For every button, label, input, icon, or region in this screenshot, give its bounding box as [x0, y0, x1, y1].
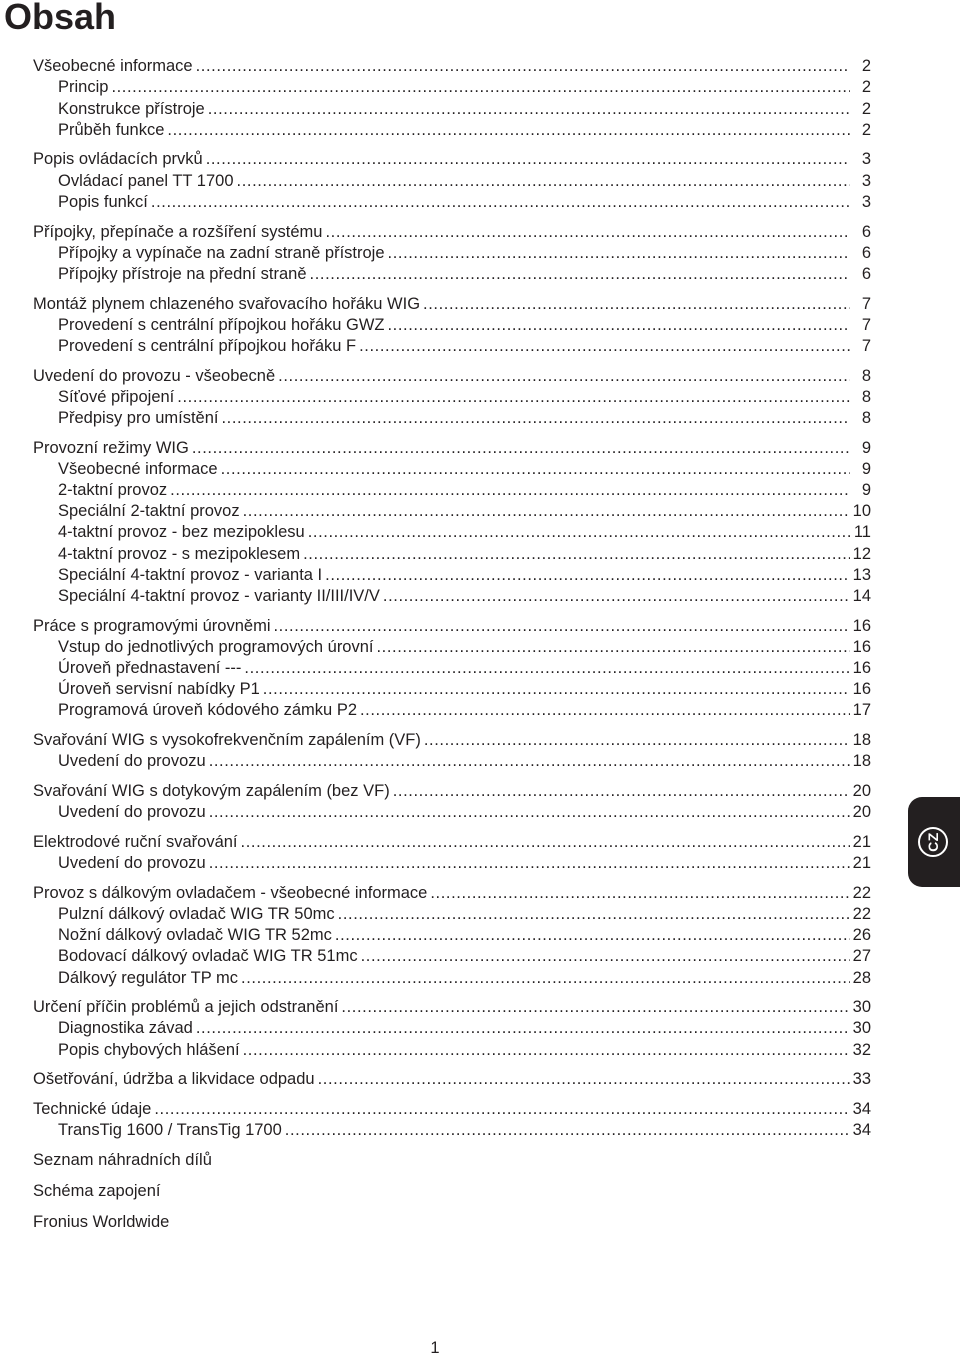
toc-entry-title: Montáž plynem chlazeného svařovacího hořáku WIG — [33, 294, 421, 313]
dot-leader — [335, 925, 850, 946]
toc-subentry[interactable] — [33, 192, 871, 213]
toc-entry-title: Úroveň servisní nabídky P1 — [58, 680, 260, 699]
toc-entry-title: Speciální 4-taktní provoz - varianty II/III/IV/V — [58, 587, 380, 605]
toc-entry-page: 16 — [852, 637, 871, 656]
toc-entry-title: 2-taktní provoz — [58, 481, 168, 500]
toc-entry-title: Uvedení do provozu — [58, 803, 206, 822]
toc-entry-page: 16 — [852, 659, 871, 678]
page-number: 1 — [430, 1339, 440, 1357]
toc-entry-page: 7 — [861, 336, 871, 355]
toc-entry-title: Technické údaje — [33, 1099, 152, 1118]
toc-entry-title: Práce s programovými úrovněmi — [33, 616, 271, 635]
toc-entry-title: Průběh funkce — [58, 120, 165, 139]
toc-entry-page: 3 — [861, 150, 871, 169]
dot-leader — [243, 1040, 850, 1061]
toc-entry-page: 6 — [861, 264, 871, 283]
toc-section — [33, 365, 871, 429]
toc-entry-title: Provoz s dálkovým ovladačem - všeobecné informace — [33, 883, 428, 902]
toc-subentry[interactable] — [33, 243, 871, 264]
dot-leader — [377, 637, 850, 658]
dot-leader — [338, 904, 850, 925]
toc-entry-title: Uvedení do provozu — [58, 854, 206, 873]
dot-leader — [209, 853, 850, 874]
dot-leader — [341, 997, 849, 1018]
language-tab — [908, 797, 960, 887]
toc-entry-page: 7 — [861, 294, 871, 313]
toc-section-unnumbered[interactable]: Seznam náhradních dílů — [33, 1150, 212, 1169]
toc-section-unnumbered[interactable]: Fronius Worldwide — [33, 1213, 170, 1231]
dot-leader — [241, 832, 850, 853]
toc-subentry[interactable] — [33, 1018, 871, 1039]
toc-section — [33, 883, 871, 989]
toc-entry-title: Úroveň přednastavení --- — [58, 659, 242, 678]
toc-entry-page: 18 — [852, 731, 871, 750]
toc-entry-title: Speciální 2-taktní provoz — [58, 502, 240, 521]
toc-subentry[interactable] — [33, 170, 871, 191]
toc-entry-page: 34 — [852, 1121, 871, 1140]
dot-leader — [430, 883, 849, 904]
toc-entry-title: Síťové připojení — [58, 387, 175, 406]
toc-entry-page: 2 — [861, 78, 871, 97]
toc-subentry[interactable] — [33, 967, 871, 988]
toc-entry-page: 8 — [861, 409, 871, 427]
toc-entry-title: Všeobecné informace — [58, 459, 218, 478]
toc-subentry[interactable] — [33, 543, 871, 564]
toc-entry-page: 21 — [852, 832, 871, 851]
toc-entry[interactable] — [33, 365, 871, 386]
dot-leader — [208, 99, 850, 120]
toc-entry-title: Určení příčin problémů a jejich odstranění — [33, 998, 339, 1017]
toc-subentry[interactable] — [33, 658, 871, 679]
dot-leader — [360, 700, 850, 721]
toc-section — [33, 56, 871, 141]
dot-leader — [263, 679, 850, 700]
toc-entry-title: Elektrodové ruční svařování — [33, 832, 238, 851]
toc-entry-title: Bodovací dálkový ovladač WIG TR 51mc — [58, 947, 358, 966]
toc-entry-page: 33 — [852, 1070, 871, 1089]
toc-entry-title: Provozní režimy WIG — [33, 438, 189, 457]
dot-leader — [359, 336, 850, 357]
toc-entry-page: 27 — [852, 947, 871, 966]
toc-entry[interactable] — [33, 56, 871, 77]
toc-subentry[interactable] — [33, 586, 871, 607]
toc-subentry[interactable] — [33, 700, 871, 721]
toc-subentry[interactable] — [33, 751, 871, 772]
toc-entry-page: 20 — [852, 782, 871, 800]
dot-leader — [209, 802, 850, 823]
toc-entry-title: Speciální 4-taktní provoz - varianta I — [58, 565, 323, 584]
toc-subentry[interactable] — [33, 315, 871, 336]
toc-entry-title: Uvedení do provozu - všeobecně — [33, 366, 276, 385]
toc-entry-page: 2 — [861, 120, 871, 139]
toc-subentry[interactable] — [33, 946, 871, 967]
toc-section — [33, 781, 871, 823]
toc-subentry[interactable] — [33, 565, 871, 586]
toc-entry-title: Všeobecné informace — [33, 57, 193, 76]
toc-entry-page: 22 — [852, 904, 871, 923]
toc-subentry[interactable] — [33, 77, 871, 98]
toc-entry-page: 16 — [852, 680, 871, 699]
toc-entry-page: 11 — [853, 523, 871, 542]
toc-entry-page: 14 — [852, 587, 871, 605]
toc-entry[interactable] — [33, 730, 871, 751]
toc-entry-page: 9 — [861, 438, 871, 457]
toc-subentry[interactable] — [33, 1120, 871, 1141]
dot-leader — [325, 565, 850, 586]
toc-entry-page: 13 — [852, 565, 871, 584]
toc-entry-title: Pulzní dálkový ovladač WIG TR 50mc — [58, 904, 335, 923]
toc-entry-page: 9 — [861, 459, 871, 478]
toc-entry-page: 30 — [852, 1019, 871, 1038]
toc-section — [33, 1069, 871, 1090]
dot-leader — [111, 77, 850, 98]
toc-subentry[interactable] — [33, 925, 871, 946]
dot-leader — [206, 149, 850, 170]
toc-entry-title: Ovládací panel TT 1700 — [58, 171, 234, 190]
toc-entry-page: 6 — [861, 243, 871, 262]
dot-leader — [274, 616, 850, 637]
toc-section — [33, 616, 871, 722]
dot-leader — [278, 366, 850, 387]
toc-entry[interactable] — [33, 149, 871, 170]
dot-leader — [170, 480, 850, 501]
dot-leader — [192, 438, 850, 459]
toc-subentry[interactable] — [33, 120, 871, 141]
language-code: CZ — [925, 832, 941, 852]
toc-entry-page: 10 — [852, 502, 871, 521]
dot-leader — [196, 1018, 850, 1039]
toc-entry-page: 9 — [861, 481, 871, 500]
toc-section — [33, 221, 871, 285]
toc-entry-page: 20 — [852, 803, 871, 822]
toc-subentry[interactable] — [33, 637, 871, 658]
toc-entry-title: 4-taktní provoz - s mezipoklesem — [58, 544, 301, 563]
toc-entry[interactable] — [33, 1069, 871, 1090]
toc-entry-page: 8 — [861, 387, 871, 406]
toc-section-unnumbered[interactable]: Schéma zapojení — [33, 1181, 161, 1200]
toc-entry-title: Přípojky, přepínače a rozšíření systému — [33, 222, 323, 241]
toc-entry-title: Provedení s centrální přípojkou hořáku F — [58, 336, 357, 355]
toc-entry-title: Princip — [58, 78, 109, 97]
dot-leader — [167, 120, 850, 141]
dot-leader — [244, 658, 849, 679]
toc-subentry[interactable] — [33, 98, 871, 119]
toc-entry-page: 2 — [861, 57, 871, 76]
toc-entry[interactable] — [33, 616, 871, 637]
toc-section — [33, 438, 871, 608]
toc-entry-title: 4-taktní provoz - bez mezipoklesu — [58, 523, 305, 542]
dot-leader — [209, 751, 850, 772]
toc-subentry[interactable] — [33, 501, 871, 522]
toc-subentry[interactable] — [33, 853, 871, 874]
dot-leader — [361, 946, 850, 967]
toc-entry-page: 8 — [861, 366, 871, 385]
toc-entry-page: 2 — [861, 99, 871, 118]
toc-subentry[interactable] — [33, 522, 871, 543]
dot-leader — [325, 222, 850, 243]
dot-leader — [222, 408, 851, 429]
language-badge — [918, 827, 948, 857]
toc-entry-title: Diagnostika závad — [58, 1019, 193, 1038]
toc-entry-page: 22 — [852, 883, 871, 902]
dot-leader — [318, 1069, 850, 1090]
toc-entry-page: 32 — [852, 1040, 871, 1059]
dot-leader — [310, 264, 850, 285]
toc-entry-title: Svařování WIG s dotykovým zapálením (bez VF) — [33, 782, 390, 800]
dot-leader — [237, 171, 850, 192]
dot-leader — [308, 522, 850, 543]
toc-subentry[interactable] — [33, 459, 871, 480]
toc-entry[interactable] — [33, 1099, 871, 1120]
toc-entry[interactable] — [33, 832, 871, 853]
toc-entry-title: Ošetřování, údržba a likvidace odpadu — [33, 1070, 315, 1089]
toc-entry-title: Provedení s centrální přípojkou hořáku GWZ — [58, 315, 385, 334]
toc-entry-title: TransTig 1600 / TransTig 1700 — [58, 1121, 282, 1140]
dot-leader — [196, 56, 850, 77]
toc-entry[interactable] — [33, 997, 871, 1018]
toc-section — [33, 997, 871, 1061]
toc-entry-title: Předpisy pro umístění — [58, 409, 219, 427]
toc-entry-title: Popis ovládacích prvků — [33, 150, 203, 169]
dot-leader — [154, 1099, 849, 1120]
dot-leader — [424, 730, 850, 751]
toc-entry-page: 28 — [852, 968, 871, 987]
toc-entry[interactable] — [33, 883, 871, 904]
toc-entry-page: 26 — [852, 926, 871, 945]
toc-subentry[interactable] — [33, 336, 871, 357]
toc-subentry[interactable] — [33, 802, 871, 823]
toc-entry-page: 21 — [852, 854, 871, 873]
toc-entry-title: Programová úroveň kódového zámku P2 — [58, 701, 357, 720]
toc-entry-page: 30 — [852, 998, 871, 1017]
toc-entry-title: Nožní dálkový ovladač WIG TR 52mc — [58, 926, 332, 945]
toc-entry-page: 18 — [852, 752, 871, 771]
toc-entry-page: 6 — [861, 222, 871, 241]
toc-entry-page: 16 — [852, 616, 871, 635]
toc-entry-page: 3 — [861, 192, 871, 211]
toc-entry-page: 12 — [852, 544, 871, 563]
toc-section — [33, 1099, 871, 1141]
dot-leader — [285, 1120, 850, 1141]
dot-leader — [393, 781, 850, 802]
dot-leader — [388, 243, 850, 264]
toc-entry-page: 3 — [861, 171, 871, 190]
toc-entry[interactable] — [33, 221, 871, 242]
dot-leader — [243, 501, 850, 522]
toc-entry-title: Svařování WIG s vysokofrekvenčním zapálením (VF) — [33, 731, 421, 750]
toc-entry-page: 34 — [852, 1099, 871, 1118]
dot-leader — [177, 387, 850, 408]
toc-entry-title: Uvedení do provozu — [58, 752, 206, 771]
toc-entry[interactable] — [33, 781, 871, 802]
toc-entry-title: Přípojky přístroje na přední straně — [58, 264, 307, 283]
toc-subentry[interactable] — [33, 264, 871, 285]
toc-entry-page: 17 — [852, 701, 871, 720]
table-of-contents — [33, 56, 871, 1243]
toc-entry-title: Dálkový regulátor TP mc — [58, 968, 239, 987]
toc-entry-title: Přípojky a vypínače na zadní straně přístroje — [58, 243, 385, 262]
toc-section — [33, 149, 871, 213]
toc-section — [33, 293, 871, 357]
dot-leader — [151, 192, 850, 213]
toc-subentry[interactable] — [33, 480, 871, 501]
dot-leader — [423, 294, 850, 315]
toc-entry-title: Konstrukce přístroje — [58, 99, 205, 118]
toc-entry-page: 7 — [861, 315, 871, 334]
toc-subentry[interactable] — [33, 1039, 871, 1060]
toc-entry-title: Popis funkcí — [58, 192, 148, 211]
toc-subentry[interactable] — [33, 387, 871, 408]
toc-section — [33, 730, 871, 772]
dot-leader — [383, 586, 850, 607]
dot-leader — [303, 544, 850, 565]
page-title: Obsah — [4, 0, 117, 37]
toc-entry[interactable] — [33, 438, 871, 459]
toc-entry[interactable] — [33, 293, 871, 314]
dot-leader — [388, 315, 851, 336]
dot-leader — [221, 459, 850, 480]
toc-subentry[interactable] — [33, 679, 871, 700]
dot-leader — [241, 968, 850, 989]
toc-subentry[interactable] — [33, 904, 871, 925]
toc-entry-title: Vstup do jednotlivých programových úrovní — [58, 637, 374, 656]
toc-entry-title: Popis chybových hlášení — [58, 1040, 240, 1059]
toc-section — [33, 832, 871, 874]
toc-subentry[interactable] — [33, 408, 871, 429]
